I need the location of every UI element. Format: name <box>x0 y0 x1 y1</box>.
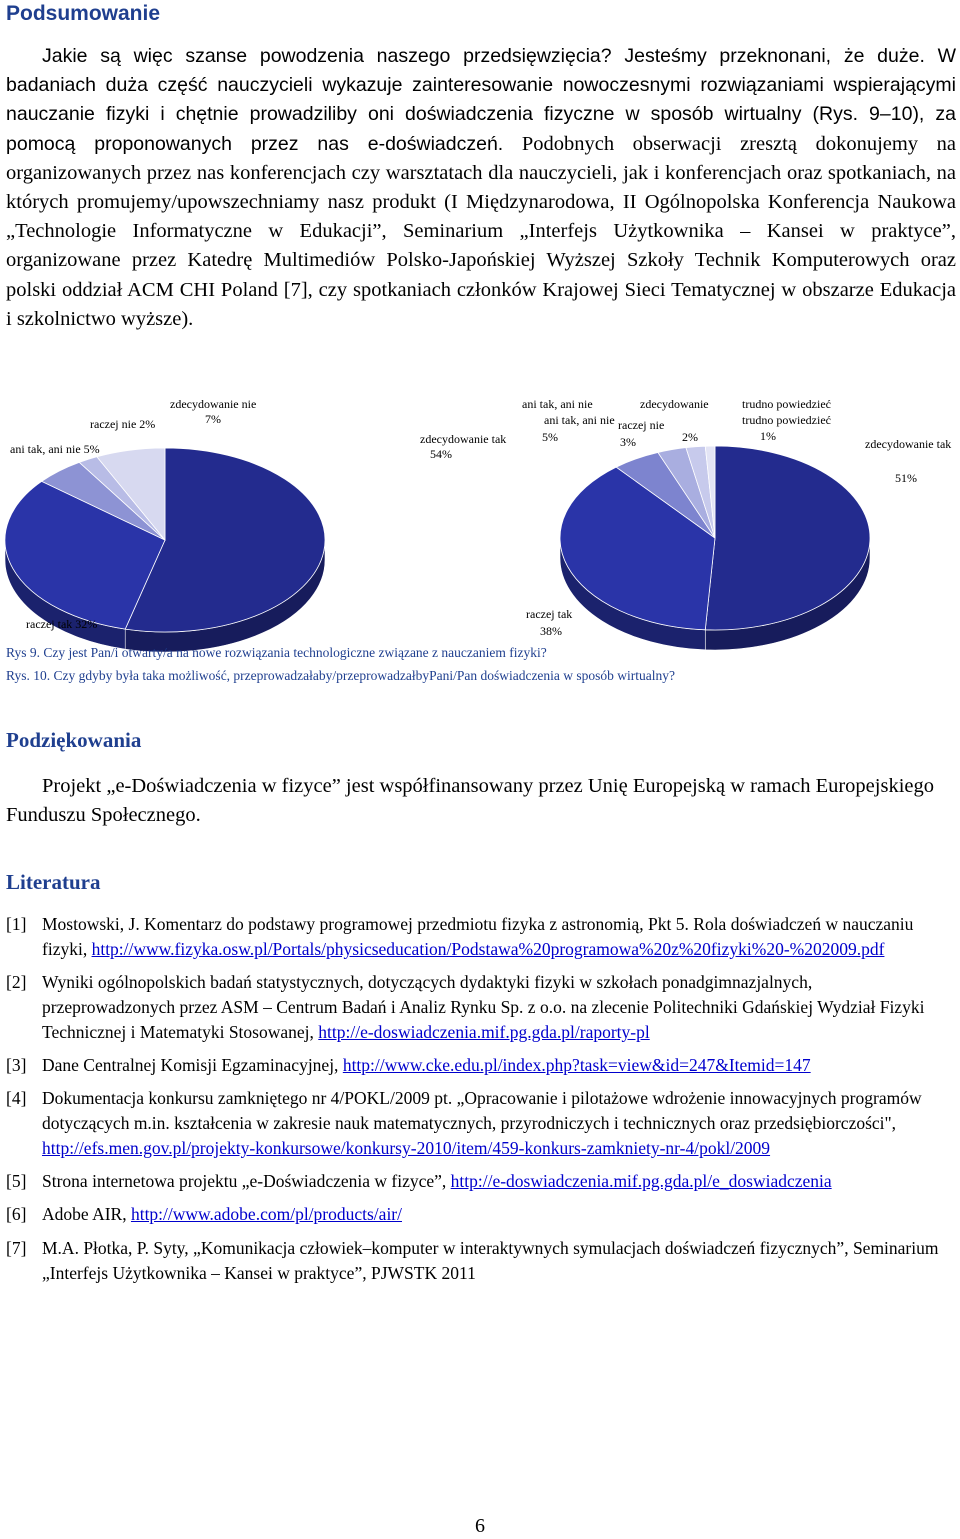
reference-number: [4] <box>6 1088 27 1109</box>
reference-text: M.A. Płotka, P. Syty, „Komunikacja człowiek–komputer w interaktywnych symulacjach doświadczeń fizycznych”, Seminarium „Interfejs Użytkownika – Kansei w praktyce”, PJWSTK 2011 <box>42 1237 939 1283</box>
reference-item <box>6 1236 946 1286</box>
pie-label: raczej tak <box>526 607 573 621</box>
acknowledgements-heading: Podziękowania <box>6 728 142 752</box>
pie-label: zdecydowanie tak <box>865 437 952 451</box>
reference-link[interactable]: http://e-doswiadczenia.mif.pg.gda.pl/e_doswiadczenia <box>450 1171 832 1192</box>
pie-label: 51% <box>895 471 917 485</box>
pie-chart-fig10 <box>480 390 960 645</box>
pie-label: zdecydowanie tak <box>420 432 507 446</box>
reference-number: [2] <box>6 972 27 993</box>
reference-link[interactable]: http://www.fizyka.osw.pl/Portals/physicseducation/Podstawa%20programowa%20z%20fizyki%20-%202009.pdf <box>91 938 885 959</box>
pie-label: trudno powiedzieć <box>742 397 831 411</box>
reference-link[interactable]: http://e-doswiadczenia.mif.pg.gda.pl/raporty-pl <box>318 1021 650 1042</box>
survey-charts <box>0 390 960 650</box>
reference-item <box>6 1086 946 1160</box>
reference-link[interactable]: http://efs.men.gov.pl/projekty-konkursowe/konkursy-2010/item/459-konkurs-zamkniety-nr-4/pokl/2009 <box>42 1137 771 1158</box>
reference-item <box>6 1053 946 1078</box>
literature-heading: Literatura <box>6 870 101 894</box>
summary-heading: Podsumowanie <box>6 2 161 25</box>
acknowledgements-text <box>6 772 956 830</box>
reference-number: [6] <box>6 1204 27 1225</box>
pie-label: 54% <box>430 447 452 461</box>
pie-label: 2% <box>682 430 698 444</box>
reference-link[interactable]: http://www.adobe.com/pl/products/air/ <box>130 1204 402 1225</box>
reference-text: Strona internetowa projektu „e-Doświadczenia w fizyce”, <box>42 1171 451 1192</box>
pie-label: trudno powiedzieć <box>742 413 831 427</box>
pie-chart-fig9 <box>0 390 507 645</box>
caption-fig10: Rys. 10. Czy gdyby była taka możliwość, przeprowadzałaby/przeprowadzałbyPani/Pan doświadczenia w sposób wirtualny? <box>6 668 676 683</box>
pie-label: raczej nie 2% <box>90 417 156 431</box>
reference-number: [1] <box>6 914 27 934</box>
reference-number: [7] <box>6 1237 27 1258</box>
pie-label: 5% <box>542 430 558 444</box>
reference-text: Wyniki ogólnopolskich badań statystycznych, dotyczących dydaktyki fizyki w szkołach ponadgimnazjalnych, przeprowadzonych przez ASM – Centrum Badań i Analiz Rynku Sp. z o.o. na zlecenie Politechniki Gdańskiej Wydział Fizyki Technicznej i Matematyki Stosowanej, <box>42 972 925 1042</box>
reference-text: Dokumentacja konkursu zamkniętego nr 4/POKL/2009 pt. „Opracowanie i pilotażowe wdrożenie innowacyjnych programów dotyczących m.in. kształcenia w zakresie nauk matematycznych, przyrodniczych i technicznych oraz przedsiębiorczości", <box>42 1088 922 1134</box>
reference-number: [3] <box>6 1054 27 1075</box>
caption-fig9: Rys 9. Czy jest Pan/i otwarty/a na nowe rozwiązania technologiczne związane z nauczaniem fizyki? <box>6 645 547 660</box>
reference-item <box>6 1202 946 1227</box>
reference-number: [5] <box>6 1171 27 1192</box>
pie-label: ani tak, ani nie 5% <box>10 442 100 456</box>
pie-label: raczej tak 32% <box>26 617 98 631</box>
summary-paragraph <box>6 42 956 334</box>
pie-label: ani tak, ani nie <box>544 413 615 427</box>
pie-label: 7% <box>205 412 221 426</box>
acknowledgements-body: Projekt „e-Doświadczenia w fizyce” jest współfinansowany przez Unię Europejską w ramach Europejskiego Funduszu Społecznego. <box>6 775 934 826</box>
reference-text: Adobe AIR, <box>42 1204 131 1225</box>
pie-label: 38% <box>540 624 562 638</box>
reference-item <box>6 970 946 1044</box>
reference-list <box>6 912 946 1294</box>
pie-label: raczej nie <box>618 418 665 432</box>
pie-label: 3% <box>620 435 636 449</box>
summary-text-sans: Jakie są więc szanse powodzenia naszego przedsięwzięcia? Jesteśmy przeknonani, że duże. W badaniach duża część nauczycieli wykazuje zainteresowanie nowoczesnymi rozwiązaniami wspierającymi nauczanie fizyki i chętnie prowadziliby oni doświadczenia fizyczne w sposób wirtualny (Rys. 9–10), za pomocą proponowanych przez nas e-doświadczeń. <box>6 45 956 155</box>
page-number: 6 <box>475 1515 485 1537</box>
reference-text: Mostowski, J. Komentarz do podstawy programowej przedmiotu fizyka z astronomią, Pkt 5. Rola doświadczeń w nauczaniu fizyki, <box>42 914 914 959</box>
reference-text: Dane Centralnej Komisji Egzaminacyjnej, <box>42 1054 343 1075</box>
reference-item <box>6 1169 946 1194</box>
reference-link[interactable]: http://www.cke.edu.pl/index.php?task=view&id=247&Itemid=147 <box>342 1054 811 1075</box>
pie-label: zdecydowanie nie <box>170 397 257 411</box>
pie-label: 1% <box>760 429 776 443</box>
pie-label: zdecydowanie <box>640 397 709 411</box>
pie-label: ani tak, ani nie <box>522 397 593 411</box>
reference-item <box>6 912 946 962</box>
summary-text-serif: Podobnych obserwacji zresztą dokonujemy na organizowanych przez nas konferencjach czy warsztatach dla nauczycieli, jak i konferencjach oraz spotkaniach, na których promujemy/upowszechniamy nasz produkt (I Międzynarodowa, II Ogólnopolska Konferencja Naukowa „Technologie Informatyczne w Edukacji”, Seminarium „Interfejs Użytkownika – Kansei w praktyce”, organizowane przez Katedrę Multimediów Polsko-Japońskiej Wyższej Szkoły Technik Komputerowych oraz polski oddział ACM CHI Poland [7], czy spotkaniach członków Krajowej Sieci Tematycznej w obszarze Edukacja i szkolnictwo wyższe). <box>6 132 957 330</box>
